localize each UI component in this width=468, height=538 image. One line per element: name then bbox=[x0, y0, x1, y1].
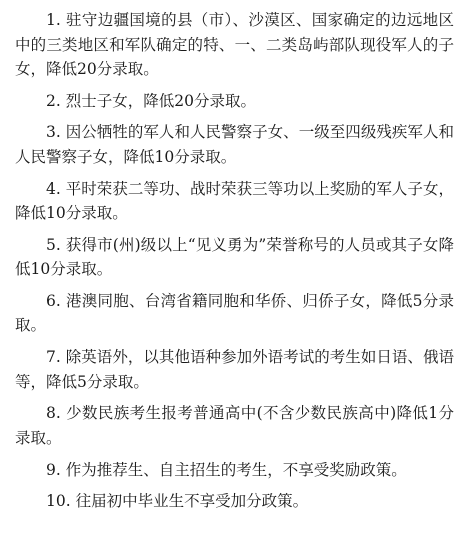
policy-item-10: 10. 往届初中毕业生不享受加分政策。 bbox=[46, 492, 309, 511]
policy-item-8: 8. 少数民族考生报考普通高中(不含少数民族高中)降低1分录取。 bbox=[15, 404, 454, 447]
policy-item-1: 1. 驻守边疆国境的县（市）、沙漠区、国家确定的边远地区中的三类地区和军队确定的特、一、二类岛屿部队现役军人的子女，降低20分录取。 bbox=[15, 11, 454, 78]
policy-item-4: 4. 平时荣获二等功、战时荣获三等功以上奖励的军人子女，降低10分录取。 bbox=[15, 179, 454, 223]
policy-item-6: 6. 港澳同胞、台湾省籍同胞和华侨、归侨子女，降低5分录取。 bbox=[15, 291, 454, 335]
policy-item-2: 2. 烈士子女，降低20分录取。 bbox=[46, 91, 256, 110]
policy-item-5: 5. 获得市(州)级以上“见义勇为”荣誉称号的人员或其子女降低10分录取。 bbox=[15, 235, 454, 279]
policy-item-7: 7. 除英语外，以其他语种参加外语考试的考生如日语、俄语等，降低5分录取。 bbox=[15, 348, 454, 391]
policy-item-3: 3. 因公牺牲的军人和人民警察子女、一级至四级残疾军人和人民警察子女，降低10分录取。 bbox=[15, 123, 454, 166]
policy-item-9: 9. 作为推荐生、自主招生的考生，不享受奖励政策。 bbox=[46, 460, 407, 479]
